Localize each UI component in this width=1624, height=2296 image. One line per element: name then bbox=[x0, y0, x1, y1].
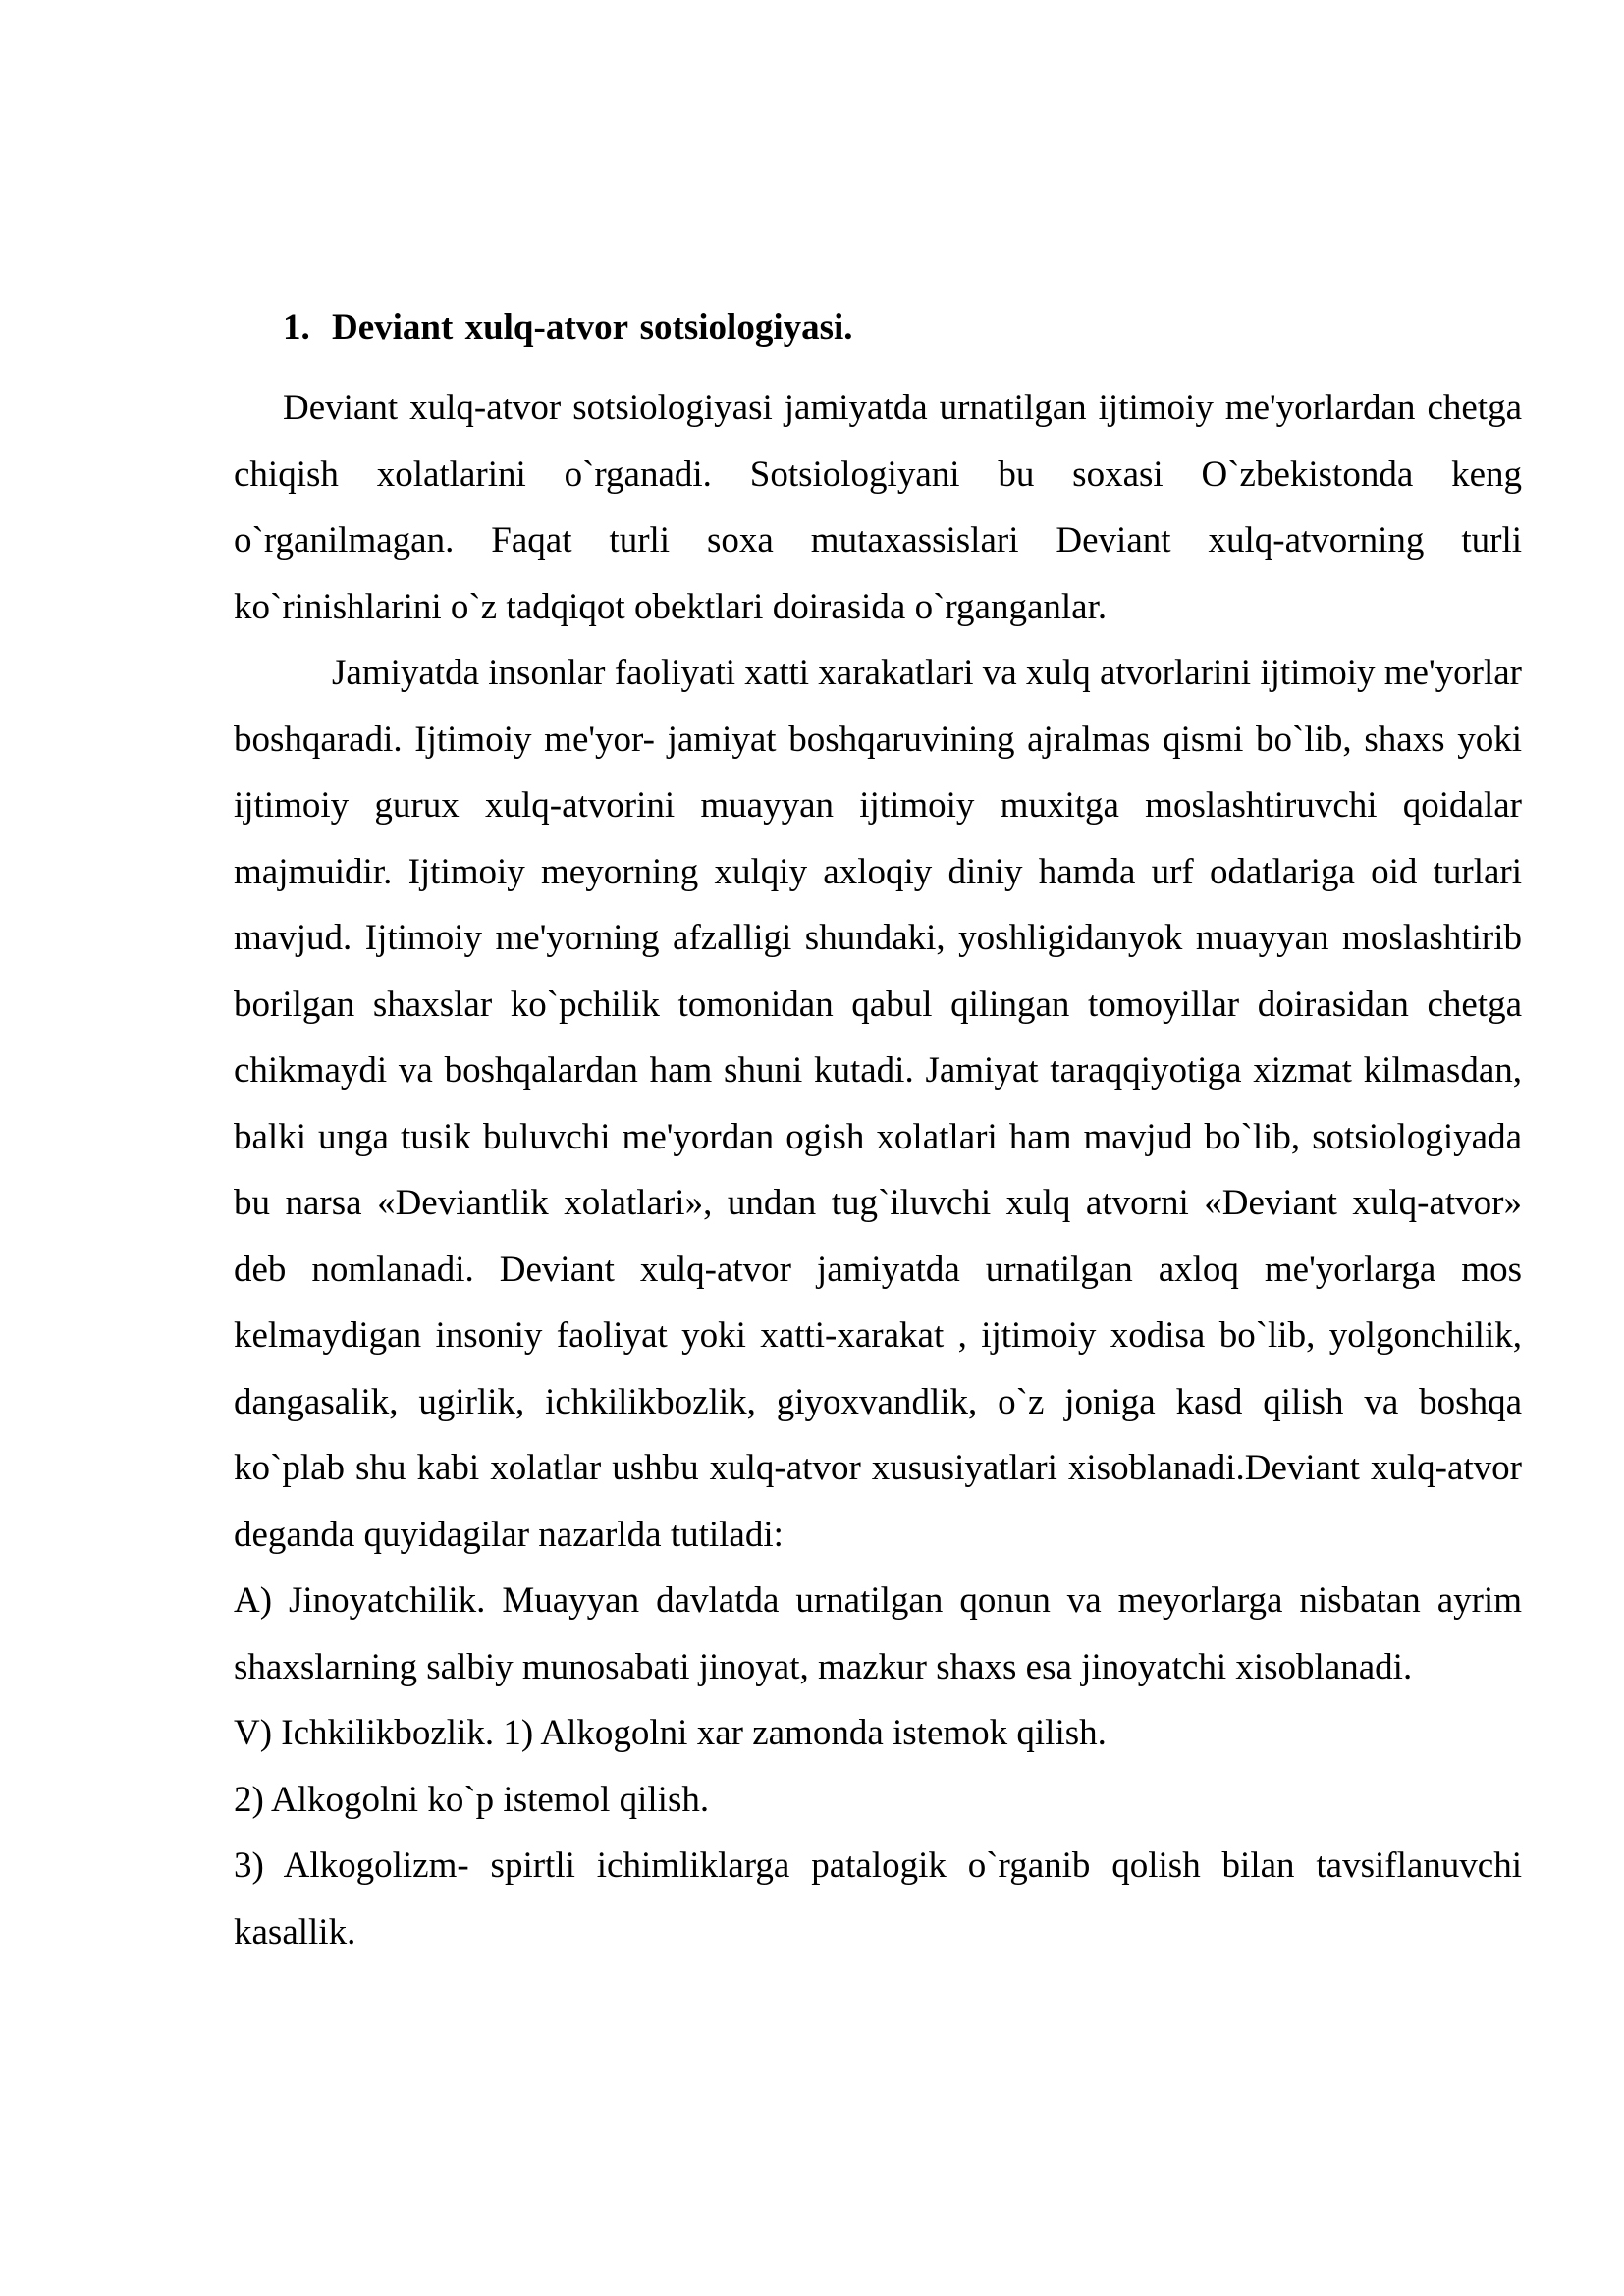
document-page bbox=[234, 302, 1522, 1965]
list-item-crime: A) Jinoyatchilik. Muayyan davlatda urnatilgan qonun va meyorlarga nisbatan ayrim shaxslarning salbiy munosabati jinoyat, mazkur shaxs esa jinoyatchi xisoblanadi. bbox=[234, 1580, 1522, 1687]
paragraph-intro: Deviant xulq-atvor sotsiologiyasi jamiyatda urnatilgan ijtimoiy me'yorlardan chetga chiqish xolatlarini o`rganadi. Sotsiologiyani bu soxasi O`zbekistonda keng o`rganilmagan. Faqat turli soxa mutaxassislari Deviant xulq-atvorning turli ko`rinishlarini o`z tadqiqot obektlari doirasida o`rganganlar. bbox=[234, 388, 1522, 627]
section-heading bbox=[283, 302, 1522, 353]
paragraph-social-norms: Jamiyatda insonlar faoliyati xatti xarakatlari va xulq atvorlarini ijtimoiy me'yorlar boshqaradi. Ijtimoiy me'yor- jamiyat boshqaruvining ajralmas qismi bo`lib, shaxs yoki ijtimoiy gurux xulq-atvorini muayyan ijtimoiy muxitga moslashtiruvchi qoidalar majmuidir. Ijtimoiy meyorning xulqiy axloqiy diniy hamda urf odatlariga oid turlari mavjud. Ijtimoiy me'yorning afzalligi shundaki, yoshligidanyok muayyan moslashtirib borilgan shaxslar ko`pchilik tomonidan qabul qilingan tomoyillar doirasidan chetga chikmaydi va boshqalardan ham shuni kutadi. Jamiyat taraqqiyotiga xizmat kilmasdan, balki unga tusik buluvchi me'yordan ogish xolatlari ham mavjud bo`lib, sotsiologiyada bu narsa «Deviantlik xolatlari», undan tug`iluvchi xulq atvorni «Deviant xulq-atvor» deb nomlanadi. Deviant xulq-atvor jamiyatda urnatilgan axloq me'yorlarga mos kelmaydigan insoniy faoliyat yoki xatti-xarakat , ijtimoiy xodisa bo`lib, yolgonchilik, dangasalik, ugirlik, ichkilikbozlik, giyoxvandlik, o`z joniga kasd qilish va boshqa ko`plab shu kabi xolatlar ushbu xulq-atvor xususiyatlari xisoblanadi.Deviant xulq-atvor deganda quyidagilar nazarlda tutiladi: bbox=[234, 653, 1522, 1555]
section-title: Deviant xulq-atvor sotsiologiyasi. bbox=[332, 307, 853, 347]
list-item-alcohol-overuse: 2) Alkogolni ko`p istemol qilish. bbox=[234, 1779, 710, 1820]
list-item-drunkenness: V) Ichkilikbozlik. 1) Alkogolni xar zamonda istemok qilish. bbox=[234, 1713, 1107, 1753]
list-item-alcoholism: 3) Alkogolizm- spirtli ichimliklarga patalogik o`rganib qolish bilan tavsiflanuvchi kasallik. bbox=[234, 1845, 1522, 1952]
section-number: 1. bbox=[283, 307, 310, 347]
